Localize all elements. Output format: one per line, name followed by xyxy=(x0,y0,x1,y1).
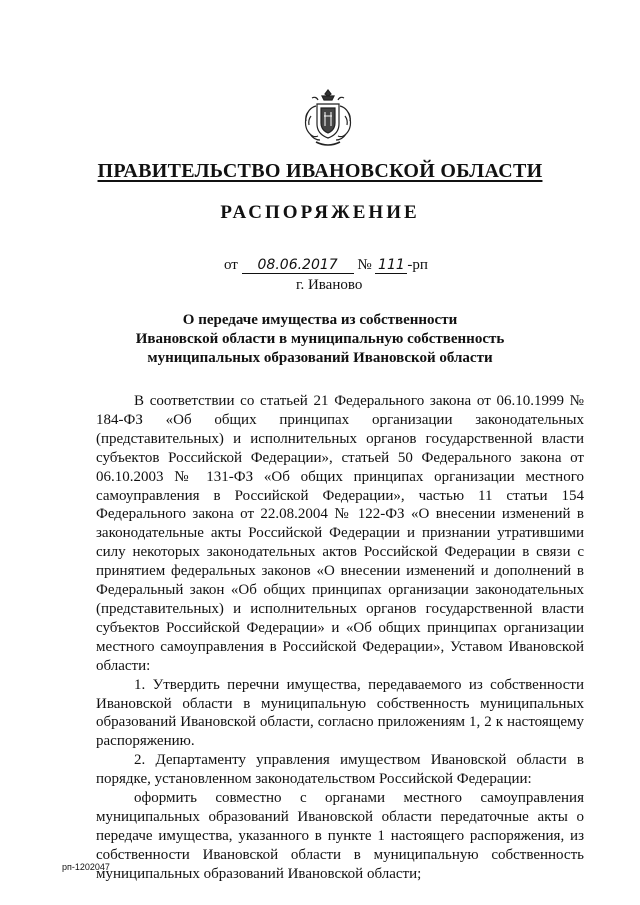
from-label: от xyxy=(224,257,238,273)
government-title: ПРАВИТЕЛЬСТВО ИВАНОВСКОЙ ОБЛАСТИ xyxy=(97,160,543,182)
document-date: 08.06.2017 xyxy=(242,258,354,274)
document-number: 111 xyxy=(375,258,407,274)
document-body xyxy=(96,392,584,884)
subject-line: Ивановской области в муниципальную собственность xyxy=(135,331,505,347)
date-number-line xyxy=(224,257,428,274)
number-suffix: -рп xyxy=(407,257,428,273)
city-label: г. Иваново xyxy=(296,277,363,293)
subject-line: О передаче имущества из собственности xyxy=(182,312,458,328)
subject-line: муниципальных образований Ивановской области xyxy=(147,350,493,366)
coat-of-arms-icon xyxy=(302,86,354,148)
footer-document-code: рп-1202047 xyxy=(62,862,110,872)
number-label: № xyxy=(357,257,372,273)
body-paragraph-item-1: 1. Утвердить перечни имущества, передаваемого из собственности Ивановской области в муниципальную собственность муниципальных образований Ивановской области, согласно приложениям 1, 2 к настоящему распоряжению. xyxy=(96,676,584,750)
document-subject xyxy=(0,311,640,368)
body-paragraph-item-2-sub: оформить совместно с органами местного самоуправления муниципальных образований Ивановской области передаточные акты о передаче имущества, указанного в пункте 1 настоящего распоряжения, из собственности Ивановской области в муниципальную собственность муниципальных образований Ивановской области; xyxy=(96,790,584,882)
body-paragraph-preamble: В соответствии со статьей 21 Федерального закона от 06.10.1999 № 184-ФЗ «Об общих принципах организации законодательных (представительных) и исполнительных органов государственной власти субъектов Российской Федерации», статьей 50 Федерального закона от 06.10.2003 № 131-ФЗ «Об общих принципах организации местного самоуправления в Российской Федерации», частью 11 статьи 154 Федерального закона от 22.08.2004 № 122-ФЗ «О внесении изменений в законодательные акты Российской Федерации и признании утратившими силу некоторых законодательных актов Российской Федерации в связи с принятием федеральных законов «О внесении изменений и дополнений в Федеральный закон «Об общих принципах организации законодательных (представительных) и исполнительных органов государственной власти субъектов Российской Федерации» и «Об общих принципах организации местного самоуправления в Российской Федерации», Уставом Ивановской области: xyxy=(96,393,584,674)
document-type-heading: РАСПОРЯЖЕНИЕ xyxy=(220,202,420,223)
body-paragraph-item-2: 2. Департаменту управления имуществом Ивановской области в порядке, установленном законодательством Российской Федерации: xyxy=(96,752,584,788)
